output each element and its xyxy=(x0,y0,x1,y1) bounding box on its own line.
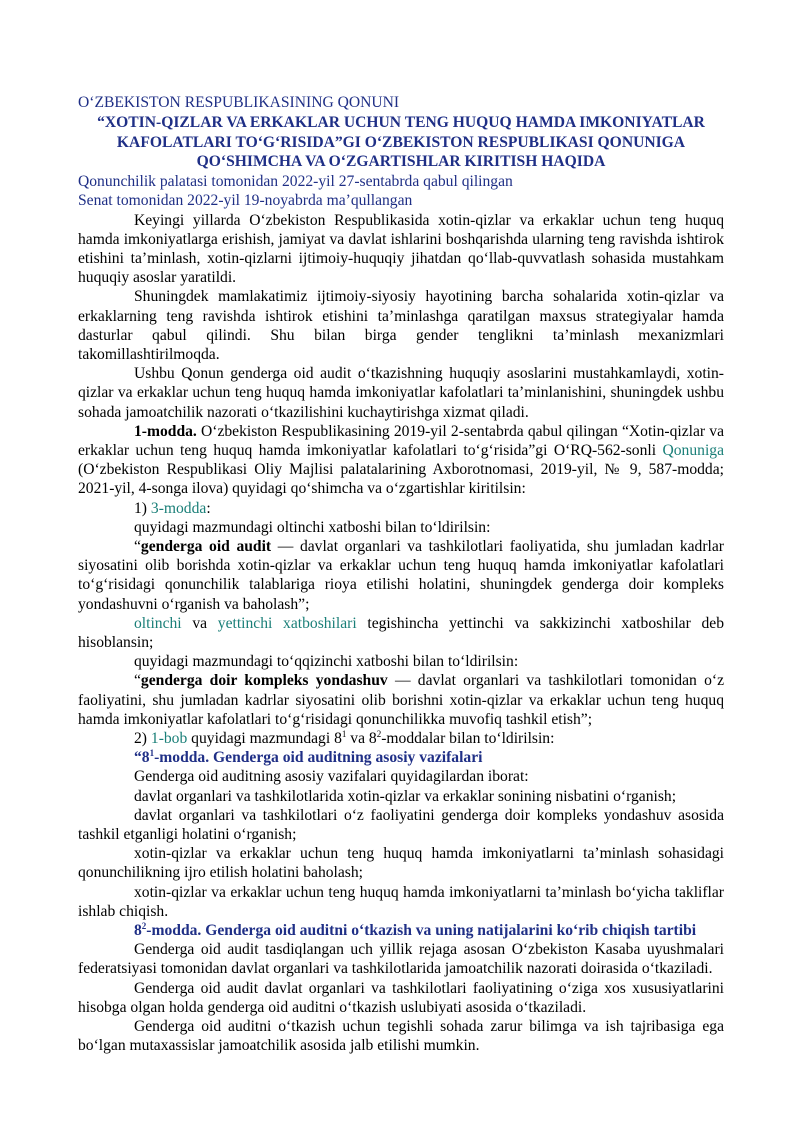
article-8-2-heading xyxy=(78,921,724,940)
item-2-text: quyidagi mazmundagi 8 xyxy=(187,729,342,747)
article-title: -modda. Genderga oid auditning asosiy vazifalari xyxy=(154,749,483,767)
preamble-paragraph: Shuningdek mamlakatimiz ijtimoiy-siyosiy hayotining barcha sohalarida xotin-qizlar va erkaklarning teng ravishda ishtirok etishini ta’minlashga qaratilgan maxsus strategiyalar hamda dasturlar qabul qilindi. Shu bilan birga gender tenglikni ta’minlash mexanizmlari takomillashtirilmoqda. xyxy=(78,288,724,363)
item-1 xyxy=(78,499,724,518)
item-2-text: -moddalar bilan to‘ldirilsin: xyxy=(381,729,555,747)
definition-text: — davlat organlari va tashkilotlari tomonidan o‘z faoliyatini, shu jumladan kadrlar siyosatini olib borishni xotin-qizlar va erkaklar uchun teng huquq hamda imkoniyatlar kafolatlari to‘g‘risidagi qonunchilikka muvofiq tashkil etish”; xyxy=(78,672,724,728)
law-title: “XOTIN-QIZLAR VA ERKAKLAR UCHUN TENG HUQUQ HAMDA IMKONIYATLAR KAFOLATLARI TO‘G‘RISIDA”GI O‘ZBEKISTON RESPUBLIKASI QONUNIGA QO‘SHIMCHA VA O‘ZGARTISHLAR KIRITISH HAQIDA xyxy=(97,114,705,170)
list-item: xotin-qizlar va erkaklar uchun teng huquq hamda imkoniyatlarni ta’minlash bo‘yicha takliflar ishlab chiqish. xyxy=(78,883,724,920)
approved-line: Senat tomonidan 2022-yil 19-noyabrda ma’qullangan xyxy=(78,192,413,209)
conjunction: va xyxy=(181,614,218,632)
item-colon: : xyxy=(206,499,211,517)
article-title: -modda. Genderga oid auditni o‘tkazish va uning natijalarini ko‘rib chiqish tartibi xyxy=(146,922,697,940)
adopted-line: Qonunchilik palatasi tomonidan 2022-yil 27-sentabrda qabul qilingan xyxy=(78,172,513,190)
article-8-2-paragraph: Genderga oid auditni o‘tkazish uchun tegishli sohada zarur bilimga va ish tajribasiga ega bo‘lgan mutaxassislar jamoatchilik asosida jalb etilishi mumkin. xyxy=(78,1018,724,1055)
list-item: xotin-qizlar va erkaklar uchun teng huquq hamda imkoniyatlarni ta’minlash sohasidagi qonunchilikning ijro etilish holatini baholash; xyxy=(78,845,724,882)
article-8-1-intro: Genderga oid auditning asosiy vazifalari quyidagilardan iborat: xyxy=(134,768,529,786)
item-1-instruction-2: quyidagi mazmundagi to‘qqizinchi xatboshi bilan to‘ldirilsin: xyxy=(134,653,519,671)
article-1-text: O‘zbekiston Respublikasining 2019-yil 2-sentabrda qabul qilingan “Xotin-qizlar va erkaklar uchun teng huquq hamda imkoniyatlar kafolatlari to‘g‘risida”gi O‘RQ-562-sonli xyxy=(78,422,724,459)
quote-mark: “ xyxy=(134,537,141,555)
superscript: 1 xyxy=(149,748,155,758)
superscript: 2 xyxy=(376,728,382,739)
article-number: 8 xyxy=(134,922,142,940)
article-number: “8 xyxy=(134,749,150,767)
item-number: 2) xyxy=(134,729,151,747)
article-1-text-cont: (O‘zbekiston Respublikasi Oliy Majlisi palatalarining Axborotnomasi, 2019-yil, № 9, 587-modda; 2021-yil, 4-songa ilova) quyidagi qo‘shimcha va o‘zgartishlar kiritilsin: xyxy=(78,461,724,498)
list-item: davlat organlari va tashkilotlarida xotin-qizlar va erkaklar sonining nisbatini o‘rganish; xyxy=(134,787,677,805)
renumber-text: tegishincha yettinchi va sakkizinchi xatboshilar deb hisoblansin; xyxy=(78,614,724,651)
list-item: davlat organlari va tashkilotlari o‘z faoliyatini genderga doir kompleks yondashuv asosida tashkil etganligi holatini o‘rganish; xyxy=(78,806,724,843)
article-8-2-paragraph: Genderga oid audit davlat organlari va tashkilotlari faoliyatining o‘ziga xos xususiyatlarini hisobga olgan holda genderga oid auditni o‘tkazish uslubiyati asosida o‘tkaziladi. xyxy=(78,979,724,1016)
item-2 xyxy=(78,729,724,748)
item-number: 1) xyxy=(134,499,151,517)
document-page xyxy=(78,93,724,1055)
preamble-paragraph: Keyingi yillarda O‘zbekiston Respublikasida xotin-qizlar va erkaklar uchun teng huquq hamda imkoniyatlarga erishish, jamiyat va davlat ishlarini boshqarishda ularning teng ravishda ishtirok etishini ta’minlash, xotin-qizlarni ijtimoiy-huquqiy jihatdan qo‘llab-quvvatlash sohasida mustahkam huquqiy asoslar yaratildi. xyxy=(78,211,724,287)
superscript: 1 xyxy=(341,728,347,739)
definition-gender-audit xyxy=(78,537,724,614)
item-1-instruction: quyidagi mazmundagi oltinchi xatboshi bilan to‘ldirilsin: xyxy=(134,518,491,536)
law-type: O‘ZBEKISTON RESPUBLIKASINING QONUNI xyxy=(78,94,400,111)
definition-term: genderga doir kompleks yondashuv xyxy=(140,672,388,690)
yettinchi-link[interactable]: yettinchi xatboshilari xyxy=(217,614,357,632)
law-link[interactable]: Qonuniga xyxy=(662,441,724,459)
definition-term: genderga oid audit xyxy=(140,537,272,555)
item-2-text: va 8 xyxy=(346,729,377,747)
oltinchi-link[interactable]: oltinchi xyxy=(134,614,182,632)
renumber-instruction xyxy=(78,614,724,652)
article-8-2-paragraph: Genderga oid audit tasdiqlangan uch yillik rejaga asosan O‘zbekiston Kasaba uyushmalari federatsiyasi tomonidan davlat organlari va tashkilotlarida jamoatchilik nazorati doirasida o‘tkaziladi. xyxy=(78,941,724,978)
article-8-1-heading xyxy=(78,748,724,767)
article-3-link[interactable]: 3-modda xyxy=(150,499,207,517)
chapter-1-link[interactable]: 1-bob xyxy=(150,729,188,747)
definition-complex-approach xyxy=(78,671,724,729)
preamble-paragraph: Ushbu Qonun genderga oid audit o‘tkazishning huquqiy asoslarini mustahkamlaydi, xotin-qizlar va erkaklar uchun teng huquq hamda imkoniyatlar kafolatlari ta’minlanishini, shuningdek ushbu sohada jamoatchilik nazorati o‘tkazilishini kuchaytirishga xizmat qiladi. xyxy=(78,365,724,421)
superscript: 2 xyxy=(141,920,147,931)
article-1-label: 1-modda. xyxy=(134,422,197,440)
article-1 xyxy=(78,422,724,499)
definition-text: — davlat organlari va tashkilotlari faoliyatida, shu jumladan kadrlar siyosatini olib borishda xotin-qizlar va erkaklar uchun teng huquq hamda imkoniyatlar kafolatlari to‘g‘risidagi qonunchilik talablariga rioya etilishi holatini, shuningdek genderga doir kompleks yondashuvni o‘rganish va baholash”; xyxy=(78,537,724,613)
quote-mark: “ xyxy=(134,672,141,690)
